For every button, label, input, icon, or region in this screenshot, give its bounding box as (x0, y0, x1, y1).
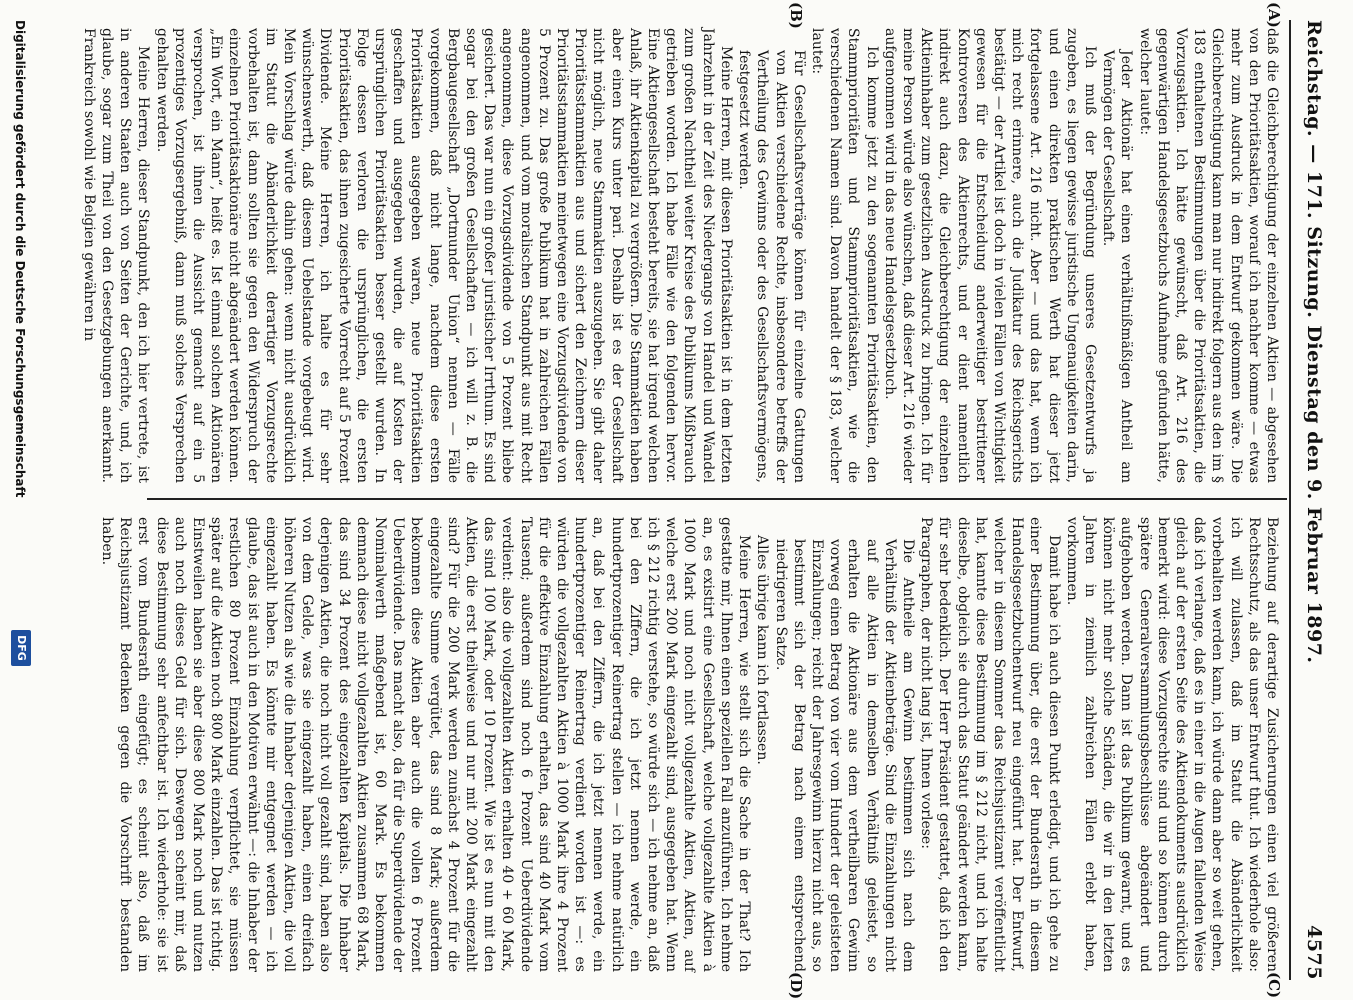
running-header (1295, 20, 1325, 980)
paragraph: Alles übrige kann ich fortlassen. (754, 535, 771, 765)
margin-mark-c: (C) (1265, 972, 1283, 999)
paragraph: Damit habe ich auch diesen Punkt erledigt, und ich gehe zu einer Bestimmung über, die erst der Bundesrath in diesem Handelsgesetzbuchentwurf neu eingeführt hat. Der Entwurf, welcher in diesem Sommer das Reichsjustizamt veröffentlicht hat, kannte diese Bestimmung im § 212 nicht, und ich halte dieselbe, obgleich sie durch das Statut geändert werden kann, für sehr bedenklich. Der Herr Präsident gestattet, daß ich den Paragraphen, der nicht lang ist, Ihnen vorlese: (918, 517, 1062, 972)
margin-mark-d: (D) (787, 972, 805, 1000)
paragraph: Meine Herren, wie stellt sich die Sache in der That? Ich gestatte mir, Ihnen einen speziellen Fall anzuführen. Ich nehme an, es existirt eine Gesellschaft, welche vollgezahlte Aktien à 1000 Mark und noch nicht vollgezahlte Aktien, Aktien, auf welche erst 200 Mark eingezahlt sind, ausgegeben hat. Wenn ich § 212 richtig verstehe, so würde sich — ich nehme an, daß bei den Ziffern, die ich jetzt nennen werde, ein hundertprozentiger Reinertrag stellen — ich nehme natürlich an, daß bei den Ziffern, die ich jetzt nennen werde, ein hundertprozentiger Reinertrag verdient worden ist —: es würden die vollgezahlten Aktien à 1000 Mark ihre 4 Prozent für die effektive Einzahlung erhalten, das sind 40 Mark vom Tausend; außerdem sind noch 6 Prozent Ueberdividende verdient: also die vollgezahlten Aktien erhalten 40 + 60 Mark, das sind 100 Mark, oder 10 Prozent. Wie ist es nun mit den Aktien, die erst theilweise und nur mit 200 Mark eingezahlt sind? Für die 200 Mark werden zunächst 4 Prozent für die eingezahlte Summe vergütet, das sind 8 Mark; außerdem bekommen diese Aktien aber auch die vollen 6 Prozent Ueberdividende. Das macht also, da für die Superdividende der Nominalwerth maßgebend ist, 60 Mark. Es bekommen demnach diese nicht vollgezahlten Aktien zusammen 68 Mark, das sind 34 Prozent des eingezahlten Kapitals. Die Inhaber derjenigen Aktien, die noch nicht voll gezahlt sind, haben also von dem Gelde, was sie eingezahlt haben, einen dreifach höheren Nutzen als wie die Inhaber derjenigen Aktien, die voll eingezahlt haben. Es könnte mir entgegnet werden — ich glaube, das ist auch in den Motiven erwähnt —: die Inhaber der restlichen 80 Prozent Einzahlung verpflichtet, sie müssen später auf die Aktien noch 800 Mark einzahlen. Das ist richtig. Einstweilen haben sie aber diese 800 Mark noch und nutzen auch noch dieses Geld für sich. Deswegen scheint mir, daß diese Bestimmung sehr anfechtbar ist. Ich wiederhole: sie ist erst vom Bundesrath eingefügt; es scheint also, daß im Reichsjustizamt Bedenken gegen die Vorschrift bestanden haben. (99, 517, 753, 972)
paragraph: Meine Herren, dieser Standpunkt, den ich hier vertrete, ist in anderen Staaten auch von Seiten der Gerichte, und, ich glaube, sogar zum Theil von den Gesetzgebungen anerkannt. Frankreich sowohl wie Belgien gewähren in (80, 28, 152, 483)
header-rule (1289, 20, 1291, 980)
right-text-column (99, 517, 1281, 972)
page-number: 4575 (1303, 925, 1325, 980)
paragraph: daß die Gleichberechtigung der einzelnen Aktien — abgesehen von den Prioritätsaktien, worauf ich nachher komme — etwas mehr zum Ausdruck in dem Entwurf gekommen wäre. Die Gleichberechtigung kann man nur indirekt folgern aus den im § 183 enthaltenen Bestimmungen über die Prioritätsaktien, die Vorzugsaktien. Ich hätte gewünscht, daß Art. 216 des gegenwärtigen Handelsgesetzbuchs Aufnahme gefunden hätte, welcher lautet: (1136, 28, 1280, 483)
column-divider (147, 498, 1287, 500)
dfg-logo: DFG (11, 630, 31, 666)
margin-mark-b: (B) (787, 2, 805, 29)
paragraph: Meine Herren, mit diesen Prioritätsaktien ist in dem letzten Jahrzehnt in der Zeit des Niedergangs von Handel und Wandel zum großen Nachtheil weiter Kreise des Publikums Mißbrauch getrieben worden. Ich habe Fälle wie den folgenden hervor. Eine Aktiengesellschaft besteht bereits, sie hat irgend welchen Anlaß, ihr Aktienkapital zu vergrößern. Die Stammaktien haben aber einen Kurs unter pari. Deshalb ist es der Gesellschaft nicht möglich, neue Stammaktien auszugeben. Sie gibt daher Prioritätsstammaktien aus und sichert den Zeichnern dieser Prioritätsstammaktien meinetwegen eine Vorzugsdividende von 5 Prozent zu. Das große Publikum hat in zahlreichen Fällen angenommen, und vom moralischen Standpunkt aus mit Recht angenommen, diese Vorzugsdividende von 5 Prozent bliebe gesichert. Das war nun ein großer juristischer Irrthum. Es sind sogar bei den großen Gesellschaften — ich will z. B. die Bergbaugesellschaft „Dortmunder Union“ nennen — Fälle vorgekommen, daß nicht lange, nachdem diese ersten Prioritätsaktien ausgegeben waren, neue Prioritätsaktien geschaffen und ausgegeben wurden, die auf Kosten der ursprünglichen Prioritätsaktien besser gestellt wurden. In Folge dessen verloren die ursprünglichen, die ersten Prioritätsaktien, das ihnen zugesicherte Vorrecht auf 5 Prozent Dividende. Meine Herren, ich halte es für sehr wünschenswerth, daß diesem Uebelstande vorgebeugt wird. Mein Vorschlag würde dahin gehen: wenn nicht ausdrücklich im Statut die Abänderlichkeit derartiger Vorzugsrechte vorbehalten ist, dann sollten sie gegen den Widerspruch der einzelnen Prioritätsaktionäre nicht abgeändert werden können. „Ein Wort, ein Mann“, heißt es. Ist einmal solchen Aktionären versprochen, ist ihnen die Aussicht gemacht auf ein 5 prozentiges Vorzugsergebniß, dann muß solches Versprechen gehalten werden. (153, 28, 734, 483)
footer-credit: Digitalisierung gefördert durch die Deutsche Forschungsgemeinschaft (13, 20, 27, 498)
paragraph: Ich muß der Begründung unseres Gesetzentwurfs ja zugeben, es liegen gewisse juristische Ungenauigkeiten darin, und einen direkten praktischen Werth hat dieser jetzt fortgelassene Art. 216 nicht. Aber — und das hat, wenn ich mich recht erinnere, auch die Judikatur des Reichsgerichts bestätigt — der Artikel ist doch in vielen Fällen von Wichtigkeit gewesen für die Entscheidung anderweitiger bestrittener Kontroversen des Aktienrechts, und er dient namentlich indirekt auch dazu, die Gleichberechtigung der einzelnen Aktieninhaber zum gesetzlichen Ausdruck zu bringen. Ich für meine Person würde also wünschen, daß dieser Art. 216 wieder aufgenommen wird in das neue Handelsgesetzbuch. (881, 28, 1098, 483)
paragraph: Beziehung auf derartige Zusicherungen einen viel größeren Rechtsschutz, als das unser Entwurf thut. Ich wiederhole also: ich will zulassen, daß im Statut die Abänderlichkeit vorbehalten werden kann, ich würde dann aber so weit gehen, daß ich verlange, daß es in einer in die Augen fallenden Weise gleich auf der ersten Seite des Aktiendokuments ausdrücklich bemerkt wird: diese Vorzugsrechte sind und so können durch spätere Generalversammlungsbeschlüsse abgeändert und aufgehoben werden. Dann ist das Publikum gewarnt, und es können nicht mehr solche Schäden, die wir in den letzten Jahren in ziemlich zahlreichen Fällen erlebt haben, vorkommen. (1063, 517, 1280, 972)
quoted-article: Jeder Aktionär hat einen verhältnißmäßigen Antheil am Vermögen der Gesellschaft. (1100, 50, 1135, 483)
running-title: Reichstag. — 171. Sitzung. Dienstag den 9. Februar 1897. (1303, 20, 1325, 664)
digitization-footer (7, 20, 31, 980)
quoted-paragraph: Für Gesellschaftsverträge können für einzelne Gattungen von Aktien verschiedene Rechte, insbesondere betreffs der Vertheilung des Gewinns oder des Gesellschaftsvermögens, festgesetzt werden. (736, 50, 807, 483)
paragraph: Ich komme jetzt zu den sogenannten Prioritätsaktien, den Stammprioritäten und Stammprioritätsaktien, wie die verschiedenen Namen sind. Davon handelt der § 183, welcher lautet: (808, 28, 880, 483)
margin-mark-a: (A) (1265, 2, 1283, 28)
quoted-paragraph: Die Antheile am Gewinn bestimmen sich nach dem Verhältniß der Aktienbeträge. Sind die Einzahlungen nicht auf alle Aktien in demselben Verhältniß geleistet, so erhalten die Aktionäre aus dem vertheilbaren Gewinn vorweg einen Betrag von vier vom Hundert der geleisteten Einzahlungen; reicht der Jahresgewinn hierzu nicht aus, so bestimmt sich der Betrag nach einem entsprechend niedrigeren Satze. (772, 539, 916, 972)
left-text-column (80, 28, 1281, 483)
